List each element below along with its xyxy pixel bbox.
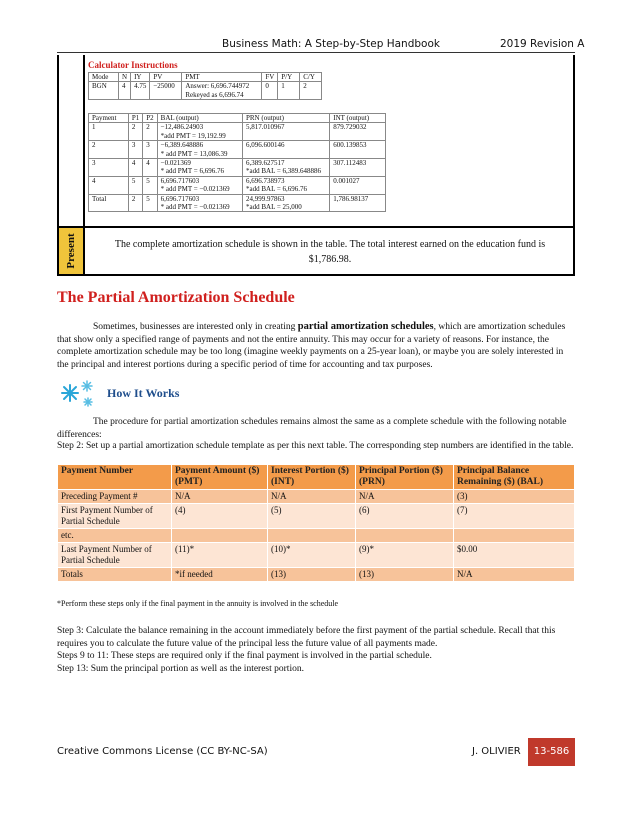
- table-cell: P/Y: [278, 73, 300, 82]
- table-cell: 3: [143, 141, 157, 159]
- table-cell: Payment: [89, 114, 129, 123]
- table-row: [58, 543, 575, 568]
- intro-bold-term: partial amortization schedules: [297, 321, 434, 332]
- table-cell: 5: [143, 176, 157, 194]
- table-row-total: [89, 194, 386, 212]
- table-cell: Answer: 6,696.744972 Rekeyed as 6,696.74: [182, 82, 262, 100]
- table-cell: 5: [128, 176, 142, 194]
- table-cell: P2: [143, 114, 157, 123]
- table-cell: Mode: [89, 73, 119, 82]
- step-3-text: Step 3: Calculate the balance remaining in the account immediately before the first payment of the partial schedule. Recall that this requires you to calculate the future value of the principal less the future value of all payments made.: [57, 626, 556, 649]
- table-cell: 1: [89, 123, 129, 141]
- partial-schedule-table: [57, 464, 575, 582]
- table-cell: (3): [454, 490, 575, 504]
- table-cell: IY: [131, 73, 150, 82]
- table-cell: [172, 529, 268, 543]
- running-header-title: Business Math: A Step-by-Step Handbook: [222, 38, 440, 50]
- table-cell: 6,096.600146: [243, 141, 330, 159]
- table-cell: 4: [143, 158, 157, 176]
- table-cell: 0: [262, 82, 278, 100]
- table-cell: [454, 529, 575, 543]
- table-header-cell: Principal Balance Remaining ($) (BAL): [454, 465, 575, 490]
- table-row-total: [58, 568, 575, 582]
- table-cell: 307.112483: [330, 158, 386, 176]
- snowflake-icon: [58, 380, 98, 410]
- step-2-text: Step 2: Set up a partial amortization schedule template as per this next table. The corresponding step numbers are identified in the table.: [57, 441, 574, 451]
- table-cell: Total: [89, 194, 129, 212]
- table-cell: 4: [89, 176, 129, 194]
- step-13-text: Step 13: Sum the principal portion as well as the interest portion.: [57, 664, 304, 674]
- table-cell: 2: [143, 123, 157, 141]
- table-cell: BAL (output): [157, 114, 242, 123]
- table-cell: 4.75: [131, 82, 150, 100]
- table-cell: (11)*: [172, 543, 268, 568]
- table-cell: Totals: [58, 568, 172, 582]
- table-cell: C/Y: [300, 73, 322, 82]
- amortization-table: [88, 113, 386, 212]
- intro-paragraph: [57, 321, 575, 371]
- present-label: Present: [65, 233, 77, 269]
- procedure-paragraph: The procedure for partial amortization schedules remains almost the same as a complete schedule with the following notable differences:: [57, 417, 567, 440]
- table-row: [58, 504, 575, 529]
- table-cell: 2: [300, 82, 322, 100]
- table-cell: First Payment Number of Partial Schedule: [58, 504, 172, 529]
- license-footer: Creative Commons License (CC BY-NC-SA): [57, 746, 268, 757]
- table-cell: 2: [89, 141, 129, 159]
- table-cell: 2: [128, 194, 142, 212]
- table-cell: 0.001027: [330, 176, 386, 194]
- table-cell: 24,999.97863 *add BAL = 25,000: [243, 194, 330, 212]
- present-statement: The complete amortization schedule is shown in the table. The total interest earned on the education fund is $1,786.98.: [114, 239, 546, 265]
- calculator-header-row: [89, 73, 322, 82]
- table-cell: 2: [128, 123, 142, 141]
- table-cell: 3: [128, 141, 142, 159]
- calculator-value-row: [89, 82, 322, 100]
- present-tab: [59, 226, 83, 274]
- table-cell: 6,389.627517 *add BAL = 6,389.648886: [243, 158, 330, 176]
- author-footer: J. OLIVIER: [472, 746, 521, 757]
- section-heading: The Partial Amortization Schedule: [57, 289, 295, 306]
- table-cell: (9)*: [356, 543, 454, 568]
- table-cell: 4: [119, 82, 131, 100]
- table-cell: PMT: [182, 73, 262, 82]
- table-cell: 5: [143, 194, 157, 212]
- table-cell: 6,696.717603 * add PMT = −0.021369: [157, 194, 242, 212]
- table-cell: PRN (output): [243, 114, 330, 123]
- table-row: [58, 490, 575, 504]
- partial-header-row: [58, 465, 575, 490]
- table-cell: 5,817.010967: [243, 123, 330, 141]
- table-cell: PV: [150, 73, 182, 82]
- table-cell: P1: [128, 114, 142, 123]
- table-cell: (4): [172, 504, 268, 529]
- table-cell: N/A: [268, 490, 356, 504]
- table-cell: 600.139853: [330, 141, 386, 159]
- table-cell: BGN: [89, 82, 119, 100]
- table-cell: (10)*: [268, 543, 356, 568]
- intro-text-after: , which are amortization schedules that show only a specified range of payments and not the entire annuity. This may occur for a variety of reasons. For instance, the complete amortization schedule may be too long (imagine weekly payments on a 25-year loan), or maybe you are solely interested in the principal and interest portions during a specific period of time for accounting and tax purposes.: [57, 322, 566, 370]
- table-cell: Preceding Payment #: [58, 490, 172, 504]
- amortization-header-row: [89, 114, 386, 123]
- table-cell: −25000: [150, 82, 182, 100]
- calculator-instructions-title: Calculator Instructions: [88, 60, 178, 70]
- steps-9-11-text: Steps 9 to 11: These steps are required only if the final payment is involved in the partial schedule.: [57, 651, 432, 661]
- table-cell: Last Payment Number of Partial Schedule: [58, 543, 172, 568]
- table-header-cell: Payment Number: [58, 465, 172, 490]
- table-row: [58, 529, 575, 543]
- table-cell: N: [119, 73, 131, 82]
- table-cell: N/A: [454, 568, 575, 582]
- present-separator: [85, 226, 573, 228]
- table-cell: (7): [454, 504, 575, 529]
- header-rule: [57, 52, 575, 53]
- table-header-cell: Payment Amount ($) (PMT): [172, 465, 268, 490]
- how-it-works-heading: How It Works: [107, 386, 180, 400]
- table-cell: 1: [278, 82, 300, 100]
- table-cell: [268, 529, 356, 543]
- table-cell: 6,696.738973 *add BAL = 6,696.76: [243, 176, 330, 194]
- table-cell: −12,486.24903 *add PMT = 19,192.99: [157, 123, 242, 141]
- table-cell: 879.729032: [330, 123, 386, 141]
- table-cell: (6): [356, 504, 454, 529]
- table-cell: *if needed: [172, 568, 268, 582]
- table-cell: 6,696.717603 * add PMT = −0.021369: [157, 176, 242, 194]
- table-header-cell: Interest Portion ($) (INT): [268, 465, 356, 490]
- table-cell: 3: [89, 158, 129, 176]
- table-cell: N/A: [356, 490, 454, 504]
- table-header-cell: Principal Portion ($) (PRN): [356, 465, 454, 490]
- table-row: [89, 141, 386, 159]
- table-cell: FV: [262, 73, 278, 82]
- table-row: [89, 176, 386, 194]
- table-footnote: *Perform these steps only if the final payment in the annuity is involved in the schedule: [57, 599, 339, 608]
- table-cell: 1,786.98137: [330, 194, 386, 212]
- table-cell: (5): [268, 504, 356, 529]
- table-row: [89, 158, 386, 176]
- table-cell: INT (output): [330, 114, 386, 123]
- table-cell: −6,389.648886 * add PMT = 13,086.39: [157, 141, 242, 159]
- table-cell: (13): [268, 568, 356, 582]
- table-cell: −0.021369 * add PMT = 6,696.76: [157, 158, 242, 176]
- calculator-table: [88, 72, 322, 100]
- table-cell: N/A: [172, 490, 268, 504]
- intro-text-before: Sometimes, businesses are interested only in creating: [93, 322, 298, 332]
- page-number-badge: 13-586: [528, 738, 575, 766]
- table-cell: 4: [128, 158, 142, 176]
- table-cell: $0.00: [454, 543, 575, 568]
- table-cell: (13): [356, 568, 454, 582]
- running-header-revision: 2019 Revision A: [500, 38, 585, 50]
- table-cell: etc.: [58, 529, 172, 543]
- table-row: [89, 123, 386, 141]
- table-cell: [356, 529, 454, 543]
